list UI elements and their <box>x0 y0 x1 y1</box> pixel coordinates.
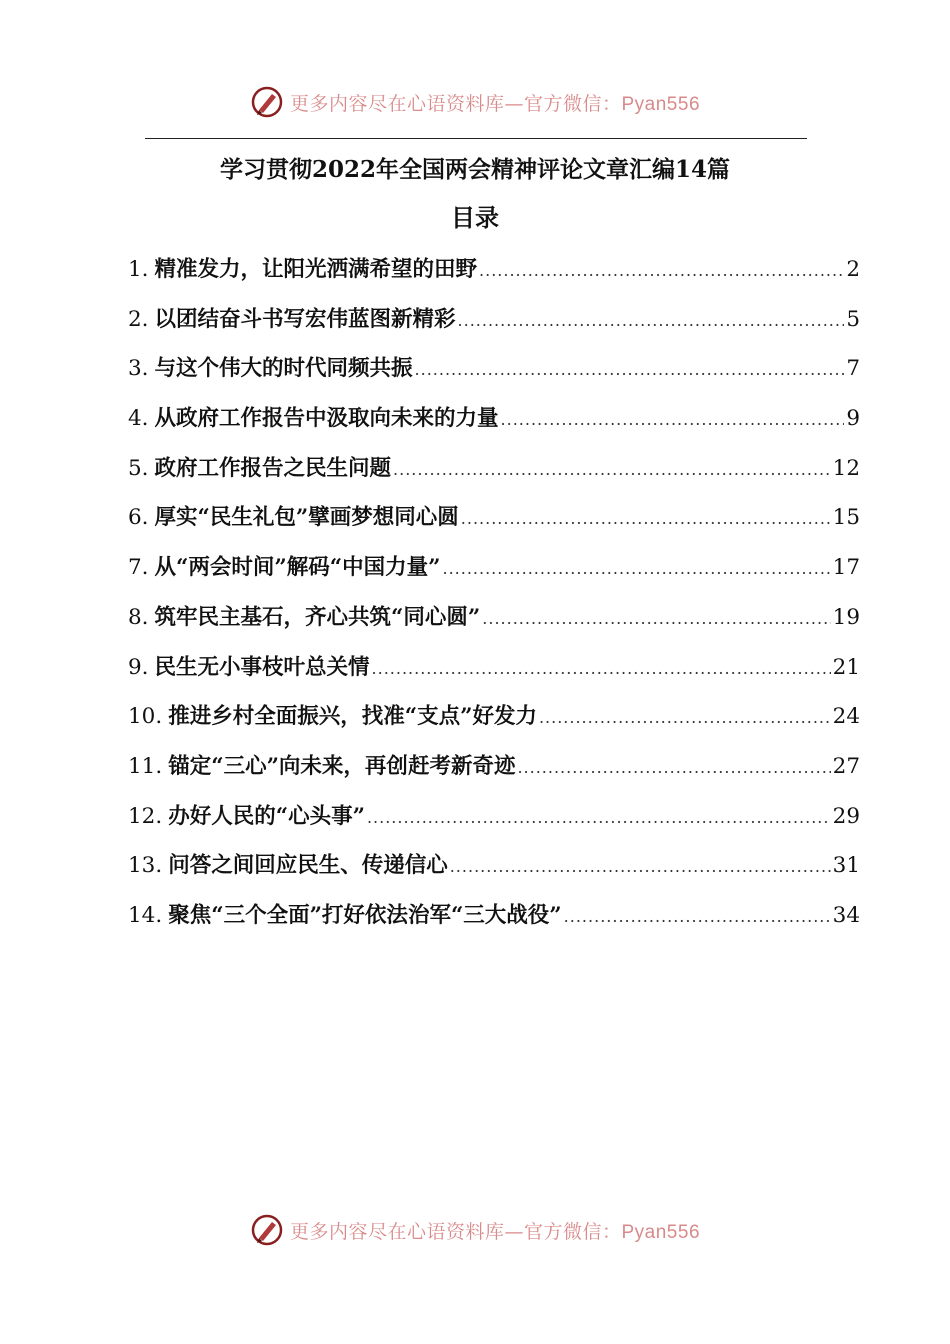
toc-link[interactable] <box>128 598 860 648</box>
toc-title: 厚实“民生礼包”擘画梦想同心圆 <box>154 505 459 531</box>
toc-title: 聚焦“三个全面”打好依法治军“三大战役” <box>168 902 562 928</box>
watermark-text: 更多内容尽在心语资料库—官方微信：Pyan556 <box>289 92 701 115</box>
toc-number: 6. <box>128 505 149 531</box>
toc-entry <box>128 498 860 548</box>
footer-watermark <box>0 1210 950 1250</box>
toc-link[interactable] <box>128 498 860 548</box>
toc-dot-leader <box>564 897 831 937</box>
toc-title: 问答之间回应民生、传递信心 <box>168 853 448 879</box>
toc-link[interactable] <box>128 399 860 449</box>
toc-link[interactable] <box>128 250 860 300</box>
toc-entry <box>128 548 860 598</box>
toc-title: 精准发力，让阳光洒满希望的田野 <box>154 257 478 282</box>
toc-entry <box>128 797 860 847</box>
toc-number: 3. <box>128 356 149 382</box>
toc-entry <box>128 349 860 399</box>
pen-circle-logo-icon <box>250 85 284 119</box>
toc-dot-leader <box>367 798 831 838</box>
toc-number: 8. <box>128 604 149 630</box>
toc-number: 5. <box>128 455 149 481</box>
toc-dot-leader <box>442 549 830 589</box>
pen-circle-logo-icon <box>250 1213 284 1247</box>
toc-number: 2. <box>128 306 149 332</box>
toc-number: 14. <box>128 902 163 928</box>
toc-dot-leader <box>415 350 845 390</box>
toc-link[interactable] <box>128 449 860 499</box>
toc-page-number: 7 <box>846 356 860 382</box>
toc-number: 10. <box>128 704 163 730</box>
toc-entry <box>128 747 860 797</box>
toc-entry <box>128 697 860 747</box>
toc-title: 民生无小事枝叶总关情 <box>154 654 370 680</box>
table-of-contents <box>128 250 860 946</box>
toc-link[interactable] <box>128 548 860 598</box>
toc-link[interactable] <box>128 797 860 847</box>
toc-entry <box>128 449 860 499</box>
toc-entry <box>128 598 860 648</box>
toc-link[interactable] <box>128 896 860 946</box>
toc-dot-leader <box>393 450 831 490</box>
toc-number: 9. <box>128 654 149 680</box>
toc-number: 7. <box>128 555 149 581</box>
toc-page-number: 12 <box>832 455 860 481</box>
toc-dot-leader <box>450 847 831 887</box>
toc-page-number: 15 <box>832 505 860 531</box>
toc-entry <box>128 846 860 896</box>
header-watermark <box>0 82 950 122</box>
toc-link[interactable] <box>128 648 860 698</box>
toc-link[interactable] <box>128 747 860 797</box>
toc-dot-leader <box>458 301 845 341</box>
toc-dot-leader <box>517 748 830 788</box>
toc-page-number: 9 <box>846 406 860 432</box>
toc-entry <box>128 250 860 300</box>
toc-dot-leader <box>482 599 830 639</box>
toc-dot-leader <box>539 698 831 738</box>
toc-title: 筑牢民主基石，齐心共筑“同心圆” <box>154 604 481 630</box>
toc-dot-leader <box>501 400 845 440</box>
toc-number: 13. <box>128 853 163 879</box>
header-rule <box>145 138 807 139</box>
toc-page-number: 5 <box>846 306 860 332</box>
toc-link[interactable] <box>128 300 860 350</box>
document-title: 学习贯彻2022年全国两会精神评论文章汇编14篇 <box>219 156 731 183</box>
toc-title: 从政府工作报告中汲取向未来的力量 <box>154 406 499 432</box>
toc-page-number: 34 <box>832 902 860 928</box>
toc-title: 锚定“三心”向未来，再创赶考新奇迹 <box>168 753 516 779</box>
toc-number: 11. <box>128 753 163 779</box>
toc-link[interactable] <box>128 697 860 747</box>
toc-dot-leader <box>461 499 831 539</box>
toc-title: 推进乡村全面振兴，找准“支点”好发力 <box>168 704 537 730</box>
toc-title: 办好人民的“心头事” <box>168 803 365 829</box>
toc-page-number: 19 <box>832 604 860 630</box>
toc-title: 以团结奋斗书写宏伟蓝图新精彩 <box>154 306 456 332</box>
toc-number: 12. <box>128 803 163 829</box>
toc-heading: 目录 <box>451 203 499 232</box>
toc-page-number: 27 <box>832 753 860 779</box>
toc-dot-leader <box>372 649 831 689</box>
toc-entry <box>128 648 860 698</box>
toc-page-number: 17 <box>832 555 860 581</box>
toc-number: 4. <box>128 406 149 432</box>
toc-page-number: 31 <box>832 853 860 879</box>
toc-title: 与这个伟大的时代同频共振 <box>154 356 413 382</box>
toc-entry <box>128 399 860 449</box>
toc-number: 1. <box>128 257 149 282</box>
toc-link[interactable] <box>128 349 860 399</box>
toc-title: 政府工作报告之民生问题 <box>154 455 392 481</box>
toc-link[interactable] <box>128 846 860 896</box>
toc-page-number: 2 <box>846 257 860 282</box>
toc-title: 从“两会时间”解码“中国力量” <box>154 555 441 581</box>
watermark-text: 更多内容尽在心语资料库—官方微信：Pyan556 <box>289 1220 701 1243</box>
toc-entry <box>128 300 860 350</box>
toc-entry <box>128 896 860 946</box>
toc-page-number: 29 <box>832 803 860 829</box>
toc-page-number: 21 <box>832 654 860 680</box>
toc-dot-leader <box>479 251 844 291</box>
toc-page-number: 24 <box>832 704 860 730</box>
